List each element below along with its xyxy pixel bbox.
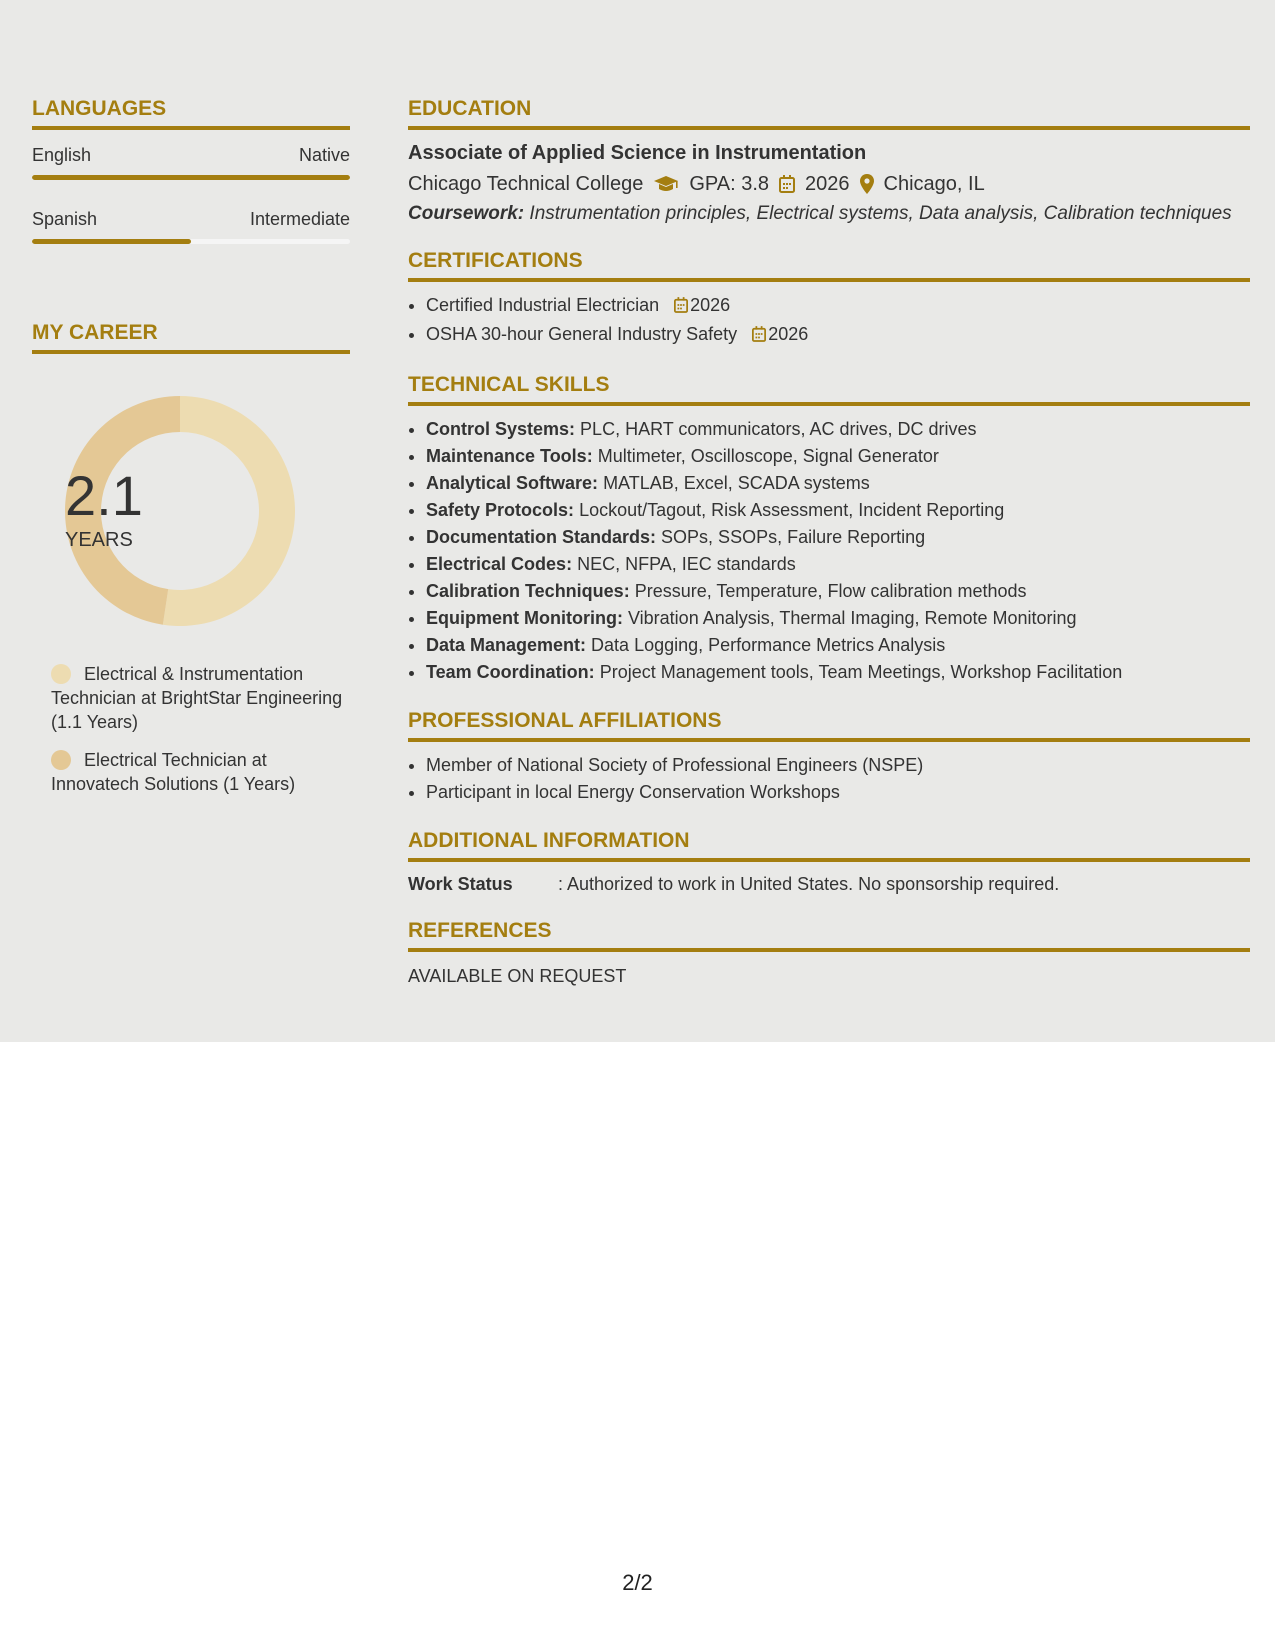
skill-value: Vibration Analysis, Thermal Imaging, Remote Monitoring bbox=[627, 608, 1077, 628]
work-status-value: : Authorized to work in United States. No sponsorship required. bbox=[558, 874, 1060, 894]
language-bar-fill bbox=[32, 239, 191, 244]
legend-dot-icon bbox=[51, 664, 71, 684]
skill-label: Safety Protocols: bbox=[426, 500, 575, 520]
affiliations-list bbox=[408, 752, 1250, 806]
skill-value: Lockout/Tagout, Risk Assessment, Incident Reporting bbox=[579, 500, 1005, 520]
additional-info-title: ADDITIONAL INFORMATION bbox=[408, 828, 1250, 862]
education-entry bbox=[408, 140, 1250, 226]
affiliations-title: PROFESSIONAL AFFILIATIONS bbox=[408, 708, 1250, 742]
skill-label: Data Management: bbox=[426, 635, 587, 655]
certifications-title: CERTIFICATIONS bbox=[408, 248, 1250, 282]
career-legend bbox=[32, 662, 350, 796]
certification-name: Certified Industrial Electrician bbox=[426, 295, 660, 315]
certification-year: 2026 bbox=[768, 324, 809, 344]
certification-year: 2026 bbox=[690, 295, 731, 315]
skill-label: Control Systems: bbox=[426, 419, 576, 439]
skill-value: Pressure, Temperature, Flow calibration methods bbox=[634, 581, 1027, 601]
certifications-list bbox=[408, 292, 1250, 350]
references-title: REFERENCES bbox=[408, 918, 1250, 952]
skill-item bbox=[426, 551, 1250, 578]
language-name: Spanish bbox=[32, 209, 98, 229]
list-item: • Member of National Society of Professional Engineers (NSPE) bbox=[426, 752, 1250, 779]
skill-item bbox=[426, 497, 1250, 524]
school-name: Chicago Technical College bbox=[408, 173, 644, 195]
career-entry-label: Electrical & Instrumentation Technician at BrightStar Engineering (1.1 Years) bbox=[51, 664, 343, 732]
coursework-text: Instrumentation principles, Electrical systems, Data analysis, Calibration techniques bbox=[529, 203, 1232, 224]
location-pin-icon bbox=[860, 174, 874, 194]
skill-label: Team Coordination: bbox=[426, 662, 595, 682]
skill-item bbox=[426, 605, 1250, 632]
technical-skills-title: TECHNICAL SKILLS bbox=[408, 372, 1250, 406]
language-item bbox=[32, 144, 350, 180]
page-number: 2/2 bbox=[622, 1570, 653, 1595]
graduation-cap-icon bbox=[653, 175, 679, 193]
skill-value: SOPs, SSOPs, Failure Reporting bbox=[661, 527, 926, 547]
calendar-icon bbox=[674, 294, 688, 321]
right-column bbox=[408, 96, 1250, 988]
school-location: Chicago, IL bbox=[883, 173, 985, 195]
education-title: EDUCATION bbox=[408, 96, 1250, 130]
graduation-year: 2026 bbox=[805, 173, 850, 195]
language-bar bbox=[32, 239, 350, 244]
skill-item bbox=[426, 632, 1250, 659]
skill-label: Calibration Techniques: bbox=[426, 581, 630, 601]
skill-value: Project Management tools, Team Meetings, Workshop Facilitation bbox=[599, 662, 1123, 682]
skill-label: Analytical Software: bbox=[426, 473, 599, 493]
skill-item bbox=[426, 578, 1250, 605]
certification-name: OSHA 30-hour General Industry Safety bbox=[426, 324, 738, 344]
skill-value: MATLAB, Excel, SCADA systems bbox=[603, 473, 870, 493]
list-item bbox=[426, 321, 1250, 350]
career-total-value: 2.1 bbox=[65, 464, 143, 527]
calendar-icon bbox=[752, 323, 766, 350]
skill-label: Maintenance Tools: bbox=[426, 446, 593, 466]
list-item: • Participant in local Energy Conservation Workshops bbox=[426, 779, 1250, 806]
references-text: AVAILABLE ON REQUEST bbox=[408, 966, 627, 986]
skill-label: Electrical Codes: bbox=[426, 554, 573, 574]
language-level: Intermediate bbox=[249, 209, 350, 229]
language-bar bbox=[32, 175, 350, 180]
work-status-row bbox=[408, 872, 1250, 896]
gpa: GPA: 3.8 bbox=[689, 173, 770, 195]
career-title: MY CAREER bbox=[32, 320, 350, 354]
language-name: English bbox=[32, 145, 92, 165]
languages-title: LANGUAGES bbox=[32, 96, 350, 130]
legend-dot-icon bbox=[51, 750, 71, 770]
skill-value: PLC, HART communicators, AC drives, DC drives bbox=[580, 419, 977, 439]
technical-skills-list bbox=[408, 416, 1250, 686]
list-item bbox=[426, 292, 1250, 321]
skill-value: Data Logging, Performance Metrics Analysis bbox=[591, 635, 946, 655]
career-total-unit: YEARS bbox=[65, 529, 133, 551]
language-item bbox=[32, 208, 350, 244]
career-legend-item bbox=[51, 748, 350, 796]
skill-item bbox=[426, 524, 1250, 551]
language-level: Native bbox=[298, 145, 350, 165]
work-status-label: Work Status bbox=[408, 874, 513, 894]
skill-label: Documentation Standards: bbox=[426, 527, 657, 547]
career-legend-item bbox=[51, 662, 350, 734]
left-column bbox=[32, 96, 350, 810]
coursework-label: Coursework: bbox=[408, 203, 525, 224]
skill-item bbox=[426, 443, 1250, 470]
skill-value: NEC, NFPA, IEC standards bbox=[577, 554, 796, 574]
skill-label: Equipment Monitoring: bbox=[426, 608, 623, 628]
language-bar-fill bbox=[32, 175, 350, 180]
coursework bbox=[408, 202, 1250, 226]
calendar-icon bbox=[779, 175, 795, 193]
degree-title: Associate of Applied Science in Instrumentation bbox=[408, 142, 867, 164]
skill-item bbox=[426, 659, 1250, 686]
skill-item bbox=[426, 416, 1250, 443]
career-donut-chart bbox=[65, 396, 295, 626]
career-entry-label: Electrical Technician at Innovatech Solutions (1 Years) bbox=[51, 750, 296, 794]
skill-value: Multimeter, Oscilloscope, Signal Generator bbox=[597, 446, 939, 466]
skill-item bbox=[426, 470, 1250, 497]
